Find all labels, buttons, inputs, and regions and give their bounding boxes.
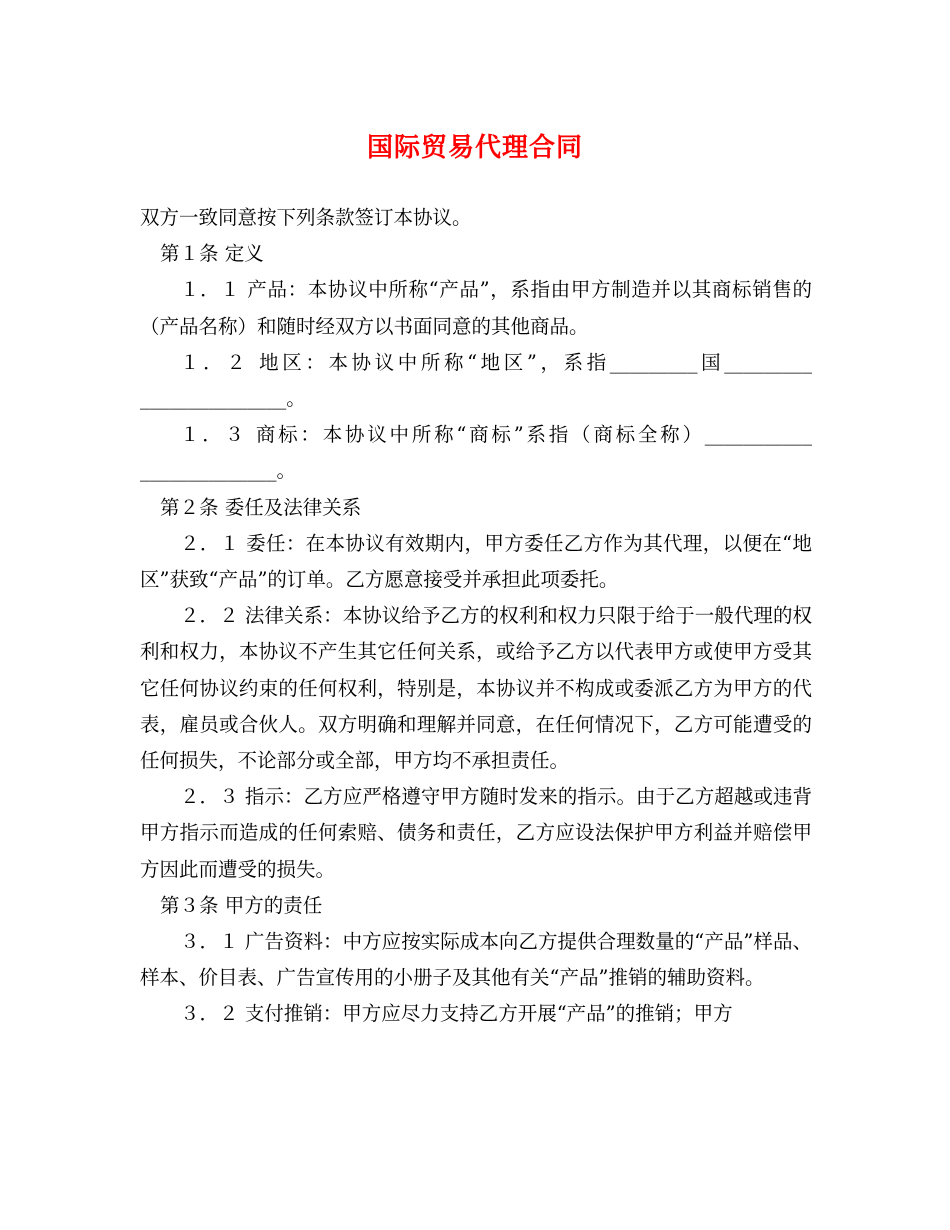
article-1-heading: 第１条 定义 (160, 242, 264, 266)
clause-1-1: １．１ 产品：本协议中所称“产品”，系指由甲方制造并以其商标销售的（产品名称）和随时经双方以书面同意的其他商品。 (140, 278, 812, 338)
clause-1-3: １．３ 商标：本协议中所称“商标”系指（商标全称）___________ ______________。 (140, 423, 812, 483)
document-body (140, 200, 812, 1033)
clause-1-2: １．２ 地区：本协议中所称“地区”，系指_________国_________ _______________。 (140, 350, 812, 411)
clause-3-2: ３．２ 支付推销：甲方应尽力支持乙方开展“产品”的推销；甲方 (180, 1002, 733, 1026)
article-3-heading: 第３条 甲方的责任 (160, 893, 323, 917)
document-title: 国际贸易代理合同 (366, 133, 583, 163)
clause-2-2: ２．２ 法律关系：本协议给予乙方的权利和权力只限于给于一般代理的权利和权力，本协议不产生其它任何关系，或给予乙方以代表甲方或使甲方受其它任何协议约束的任何权利，特别是，本协议并不构成或委派乙方为甲方的代表，雇员或合伙人。双方明确和理解并同意，在任何情况下，乙方可能遭受的任何损失，不论部分或全部，甲方均不承担责任。 (140, 604, 812, 773)
article-2-heading: 第２条 委任及法律关系 (160, 495, 362, 519)
clause-2-3: ２．３ 指示：乙方应严格遵守甲方随时发来的指示。由于乙方超越或违背甲方指示而造成的任何索赔、债务和责任，乙方应设法保护甲方利益并赔偿甲方因此而遭受的损失。 (140, 785, 812, 881)
clause-2-1: ２．１ 委任：在本协议有效期内，甲方委任乙方作为其代理，以便在“地区”获致“产品”的订单。乙方愿意接受并承担此项委托。 (140, 531, 812, 592)
intro-paragraph: 双方一致同意按下列条款签订本协议。 (140, 206, 472, 229)
clause-3-1: ３．１ 广告资料：中方应按实际成本向乙方提供合理数量的“产品”样品、样本、价目表、广告宣传用的小册子及其他有关“产品”推销的辅助资料。 (140, 930, 812, 990)
